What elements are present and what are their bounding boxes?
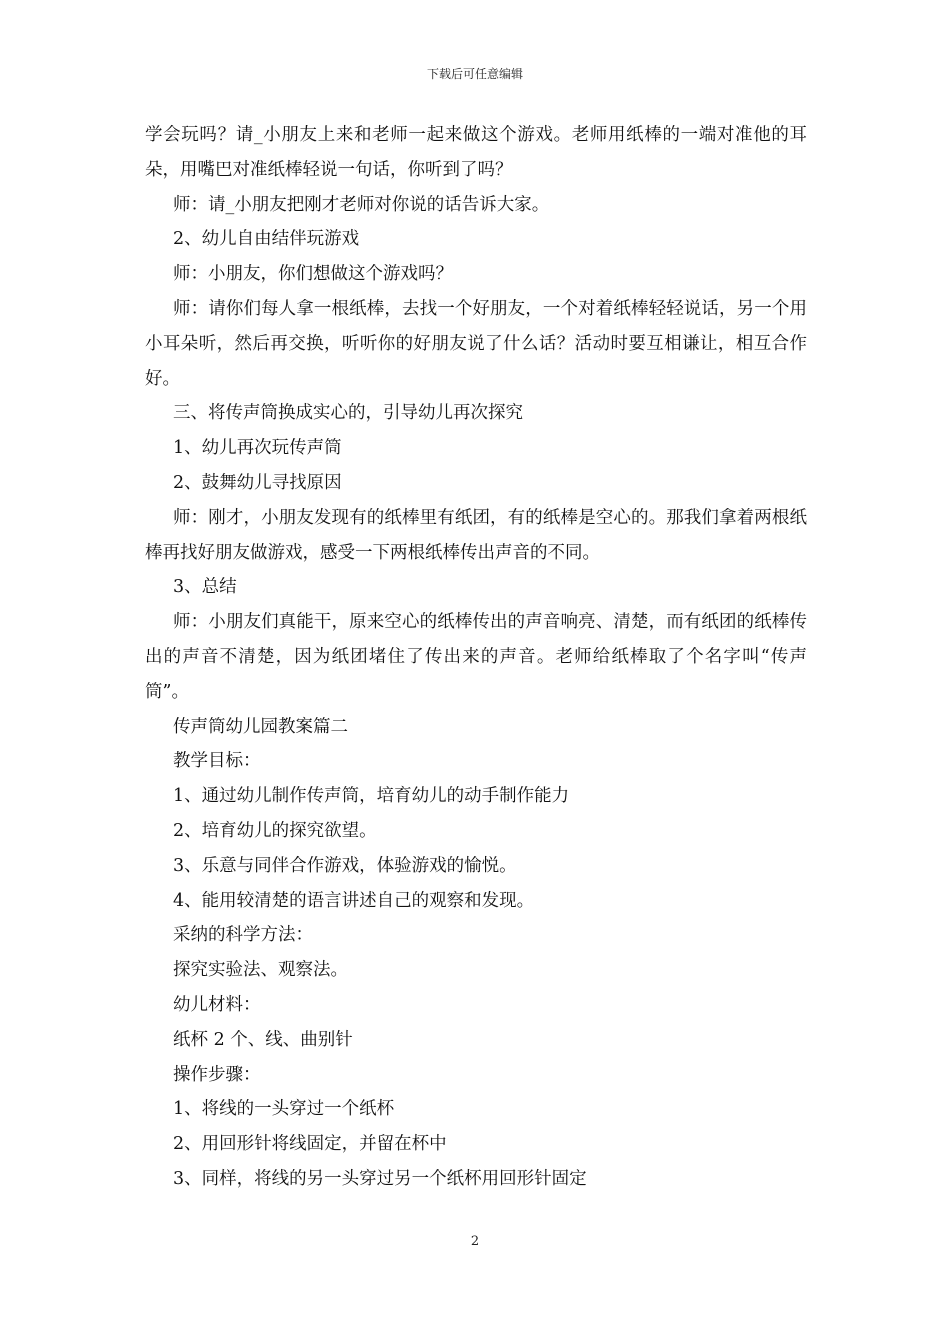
paragraph: 3、总结 <box>173 577 237 598</box>
section-heading: 三、将传声筒换成实心的，引导幼儿再次探究 <box>173 403 523 424</box>
paragraph: 教学目标： <box>173 751 261 772</box>
list-item: 2、培育幼儿的探究欲望。 <box>173 820 377 841</box>
paragraph: 师：请你们每人拿一根纸棒，去找一个好朋友，一个对着纸棒轻轻说话，另一个用小耳朵听，然后再交换，听听你的好朋友说了什么话？活动时要互相谦让，相互合作好。 <box>145 298 807 389</box>
paragraph: 2、鼓舞幼儿寻找原因 <box>173 472 342 493</box>
list-item: 4、能用较清楚的语言讲述自己的观察和发现。 <box>173 890 535 911</box>
paragraph: 学会玩吗？请_小朋友上来和老师一起来做这个游戏。老师用纸棒的一端对准他的耳朵，用嘴巴对准纸棒轻说一句话，你听到了吗？ <box>145 125 807 180</box>
list-item: 3、乐意与同伴合作游戏，体验游戏的愉悦。 <box>173 855 517 876</box>
list-item: 1、通过幼儿制作传声筒，培育幼儿的动手制作能力 <box>173 786 570 807</box>
paragraph: 幼儿材料： <box>173 994 261 1015</box>
page-header: 下载后可任意编辑 <box>426 67 523 81</box>
paragraph: 操作步骤： <box>173 1064 261 1085</box>
paragraph: 采纳的科学方法： <box>173 925 313 946</box>
list-item: 3、同样，将线的另一头穿过另一个纸杯用回形针固定 <box>173 1168 587 1189</box>
document-body <box>145 118 807 1197</box>
paragraph: 探究实验法、观察法。 <box>173 960 348 981</box>
paragraph: 2、幼儿自由结伴玩游戏 <box>173 229 360 250</box>
paragraph: 师：小朋友，你们想做这个游戏吗？ <box>173 264 453 285</box>
paragraph: 纸杯 2 个、线、曲别针 <box>173 1029 353 1050</box>
paragraph: 师：小朋友们真能干，原来空心的纸棒传出的声音响亮、清楚，而有纸团的纸棒传出的声音不清楚，因为纸团堵住了传出来的声音。老师给纸棒取了个名字叫“传声筒”。 <box>145 612 807 702</box>
paragraph: 师：请_小朋友把刚才老师对你说的话告诉大家。 <box>173 194 550 215</box>
page-number: 2 <box>470 1234 480 1249</box>
list-item: 1、将线的一头穿过一个纸杯 <box>173 1099 395 1120</box>
section-heading: 传声筒幼儿园教案篇二 <box>173 716 348 737</box>
paragraph: 师：刚才，小朋友发现有的纸棒里有纸团，有的纸棒是空心的。那我们拿着两根纸棒再找好朋友做游戏，感受一下两根纸棒传出声音的不同。 <box>145 507 807 563</box>
paragraph: 1、幼儿再次玩传声筒 <box>173 438 342 459</box>
list-item: 2、用回形针将线固定，并留在杯中 <box>173 1134 447 1155</box>
